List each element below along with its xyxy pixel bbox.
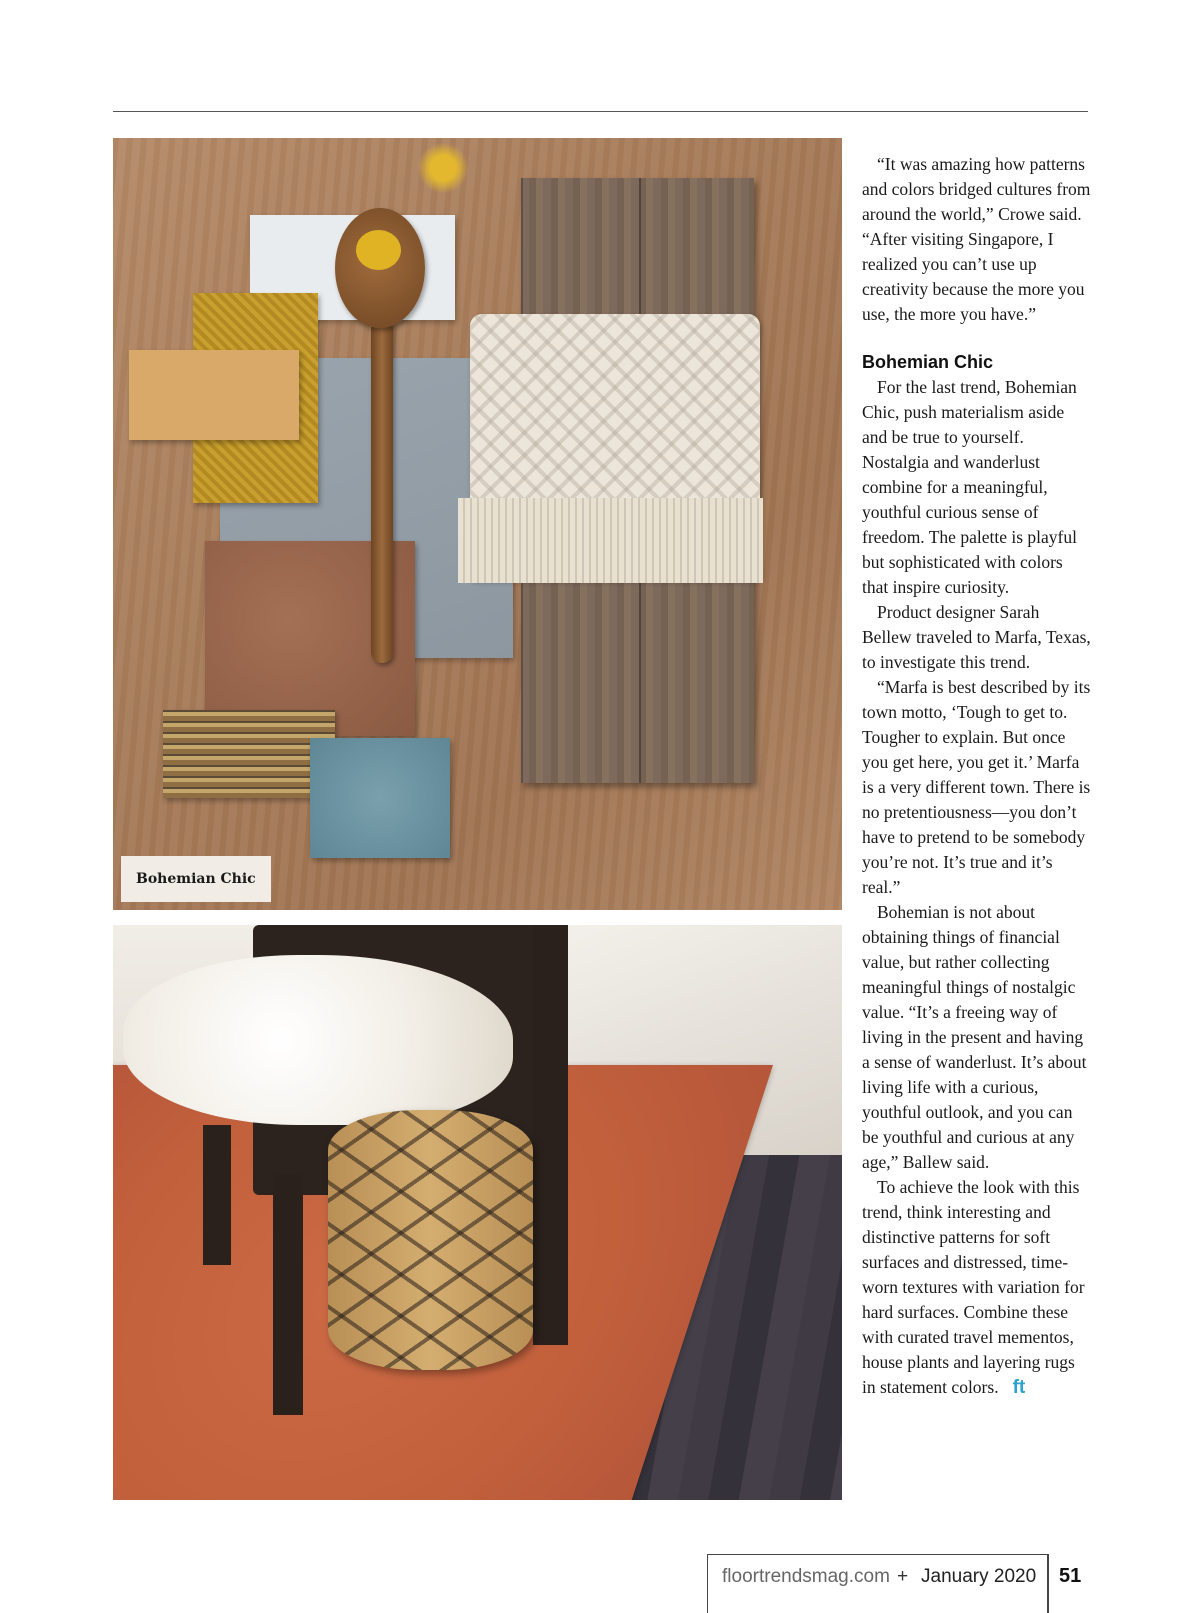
body-paragraph: Bohemian is not about obtaining things of financial value, but rather collecting meaningful things of nostalgic value. “It’s a freeing way of living in the present and having a sense of wanderlust. It’s about living life with a curious, youthful outlook, and you can be youthful and curious at any age,” Ballew said.	[862, 902, 1087, 1172]
leather-swatch	[129, 350, 299, 440]
page-number: 51	[1059, 1565, 1082, 1587]
body-paragraph: “Marfa is best described by its town motto, ‘Tough to get to. Tougher to explain. But once you get here, you get it.’ Marfa is a very different town. There is no pretentiousness—you don’t have to pretend to be somebody you’re not. It’s true and it’s real.”	[862, 677, 1091, 897]
wooden-spoon-handle	[371, 318, 393, 663]
quote-paragraph: “It was amazing how patterns and colors bridged cultures from around the world,” Crowe said. “After visiting Singapore, I realized you can’t use up creativity because the more you use, the more you have.”	[862, 154, 1091, 324]
final-paragraph-text: To achieve the look with this trend, think interesting and distinctive patterns for soft surfaces and distressed, time-worn textures with variation for hard surfaces. Combine these with curated travel mementos, house plants and layering rugs in statement colors.	[862, 1177, 1085, 1397]
top-rule	[113, 111, 1088, 112]
bohemian-room-photo	[113, 925, 842, 1500]
footer-site: floortrendsmag.com	[722, 1566, 890, 1587]
footer-date: January 2020	[921, 1566, 1037, 1587]
macrame-fringe	[458, 498, 763, 583]
body-paragraph: Product designer Sarah Bellew traveled to Marfa, Texas, to investigate this trend.	[862, 602, 1091, 672]
footer-separator: +	[897, 1566, 909, 1587]
spice-pile	[413, 138, 473, 198]
end-mark-logo: ft	[1012, 1377, 1026, 1398]
body-paragraph: For the last trend, Bohemian Chic, push materialism aside and be true to yourself. Nostalgia and wanderlust combine for a meaningful, youthful curious sense of freedom. The palette is playful but sophisticated with colors that inspire curiosity.	[862, 377, 1077, 597]
article-column	[862, 152, 1092, 1400]
footer-divider	[1048, 1554, 1049, 1613]
chair-leg	[533, 925, 568, 1345]
spoon-spice	[356, 230, 401, 270]
sheepskin-throw	[123, 955, 513, 1125]
section-heading: Bohemian Chic	[862, 352, 994, 372]
blue-carpet-swatch	[310, 738, 450, 858]
bohemian-moodboard-photo	[113, 138, 842, 910]
woven-stool	[328, 1110, 533, 1370]
chair-leg	[273, 1175, 303, 1415]
body-paragraph-final	[862, 1175, 1092, 1400]
photo-caption: Bohemian Chic	[121, 856, 271, 902]
chair-leg	[203, 1125, 231, 1265]
